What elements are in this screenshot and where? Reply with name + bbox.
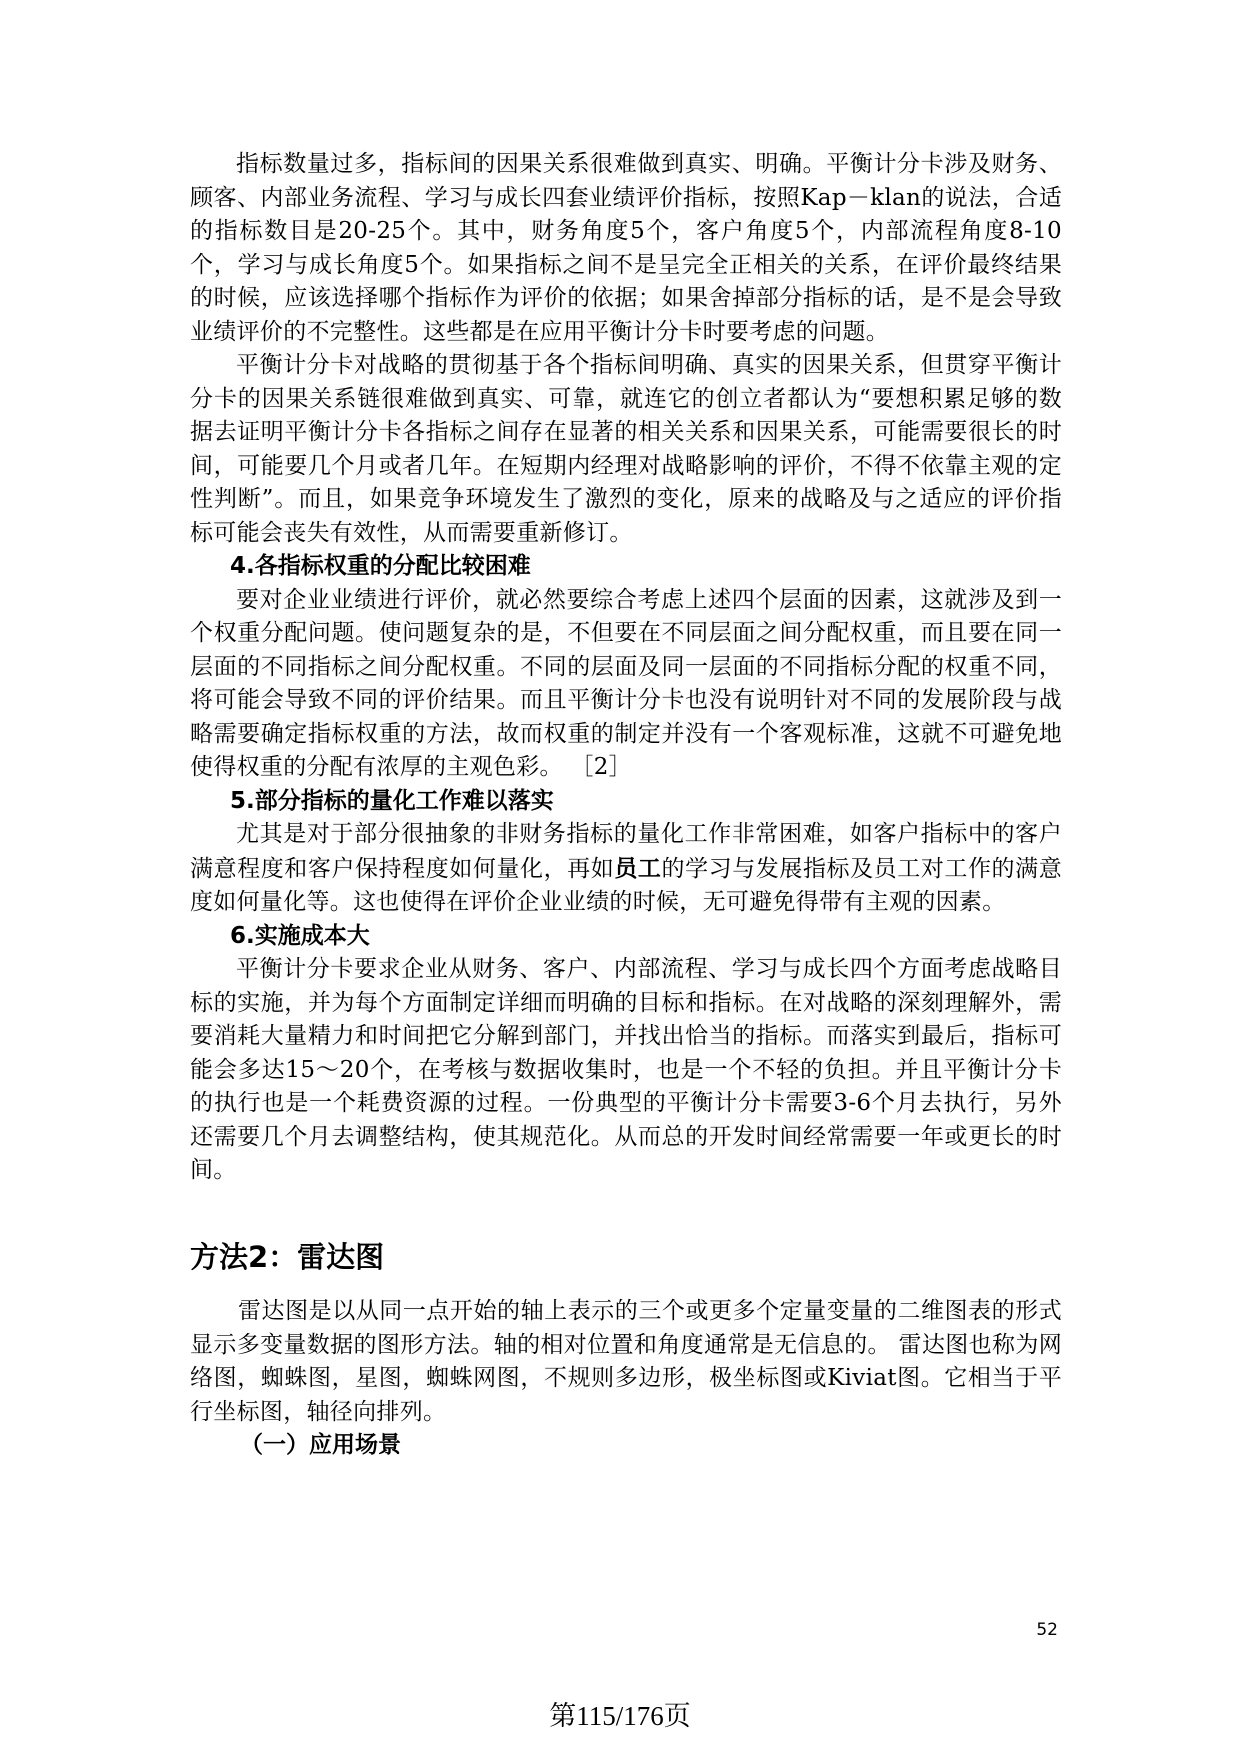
paragraph-indicator-count: 指标数量过多，指标间的因果关系很难做到真实、明确。平衡计分卡涉及财务、顾客、内部业务流程、学习与成长四套业绩评价指标，按照Kap－klan的说法，合适的指标数目是20-25个。其中，财务角度5个，客户角度5个，内部流程角度8-10个，学习与成长角度5个。如果指标之间不是呈完全正相关的关系，在评价最终结果的时候，应该选择哪个指标作为评价的依据；如果舍掉部分指标的话，是不是会导致业绩评价的不完整性。这些都是在应用平衡计分卡时要考虑的问题。 <box>190 151 1062 345</box>
main-body <box>190 148 1062 1188</box>
paragraph-quantification-part2: 的学习与发展指标及员工对工作的满意度如何量化等。这也使得在评价企业业绩的时候，无可避免得带有主观的因素。 <box>190 855 1062 915</box>
section-heading-4: 4.各指标权重的分配比较困难 <box>230 553 531 579</box>
paragraph-implementation-cost: 平衡计分卡要求企业从财务、客户、内部流程、学习与成长四个方面考虑战略目标的实施，并为每个方面制定详细而明确的目标和指标。在对战略的深刻理解外，需要消耗大量精力和时间把它分解到部门，并找出恰当的指标。而落实到最后，指标可能会多达15～20个，在考核与数据收集时，也是一个不轻的负担。并且平衡计分卡的执行也是一个耗费资源的过程。一份典型的平衡计分卡需要3-6个月去执行，另外还需要几个月去调整结构，使其规范化。从而总的开发时间经常需要一年或更长的时间。 <box>190 956 1062 1183</box>
employee-bold-term: 员工 <box>614 854 662 882</box>
paragraph-radar-definition: 雷达图是以从同一点开始的轴上表示的三个或更多个定量变量的二维图表的形式显示多变量数据的图形方法。轴的相对位置和角度通常是无信息的。 雷达图也称为网络图，蜘蛛图，星图，蜘蛛网图，不规则多边形，极坐标图或Kiviat图。它相当于平行坐标图，轴径向排列。 <box>190 1298 1062 1425</box>
method-2-heading: 方法2：雷达图 <box>190 1240 385 1274</box>
section-heading-5: 5.部分指标的量化工作难以落实 <box>230 787 554 814</box>
section-heading-6: 6.实施成本大 <box>230 922 370 949</box>
paragraph-causal-chain: 平衡计分卡对战略的贯彻基于各个指标间明确、真实的因果关系，但贯穿平衡计分卡的因果关系链很难做到真实、可靠，就连它的创立者都认为“要想积累足够的数据去证明平衡计分卡各指标之间存在显著的相关关系和因果关系，可能需要很长的时间，可能要几个月或者几年。在短期内经理对战略影响的评价，不得不依靠主观的定性判断”。而且，如果竞争环境发生了激烈的变化，原来的战略及与之适应的评价指标可能会丧失有效性，从而需要重新修订。 <box>190 352 1062 546</box>
method-2-body <box>190 1295 1062 1463</box>
paragraph-quantification-part1: 尤其是对于部分很抽象的非财务指标的量化工作非常困难，如客户指标中的客户满意程度和客户保持程度如何量化，再如 <box>190 821 1062 882</box>
page-counter: 第115/176页 <box>549 1701 691 1731</box>
paragraph-weight-allocation: 要对企业业绩进行评价，就必然要综合考虑上述四个层面的因素，这就涉及到一个权重分配问题。使问题复杂的是，不但要在不同层面之间分配权重，而且要在同一层面的不同指标之间分配权重。不同的层面及同一层面的不同指标分配的权重不同，将可能会导致不同的评价结果。而且平衡计分卡也没有说明针对不同的发展阶段与战略需要确定指标权重的方法，故而权重的制定并没有一个客观标准，这就不可避免地使得权重的分配有浓厚的主观色彩。 ［2］ <box>190 586 1062 780</box>
application-scenario-heading: （一）应用场景 <box>240 1432 401 1458</box>
page-number: 52 <box>1036 1620 1058 1640</box>
paragraph-quantification <box>190 818 1062 920</box>
